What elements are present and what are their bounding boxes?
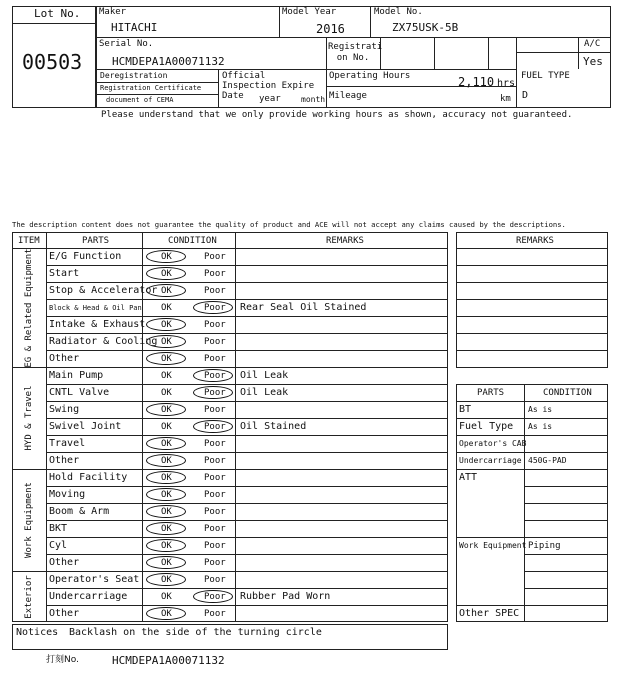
ok-selected-circle (146, 556, 186, 569)
stamp-no: HCMDEPA1A00071132 (112, 654, 225, 667)
poor-selected-circle (193, 301, 233, 314)
poor-option: Poor (204, 456, 226, 466)
ok-option: OK (161, 490, 172, 500)
ok-option: OK (161, 592, 172, 602)
mileage-label: Mileage (329, 91, 367, 101)
km-label: km (500, 94, 511, 104)
poor-option: Poor (204, 320, 226, 330)
maker: HITACHI (111, 21, 158, 34)
ok-selected-circle (146, 505, 186, 518)
ok-selected-circle (146, 471, 186, 484)
group-label: Work Equipment (24, 482, 34, 558)
ok-option: OK (161, 422, 172, 432)
ok-option: OK (161, 507, 172, 517)
part-name: Radiator & Cooling (49, 336, 158, 347)
part-name: Moving (49, 489, 86, 500)
part-name: BKT (49, 523, 68, 534)
group-label: Exterior (24, 574, 34, 619)
ok-option: OK (161, 269, 172, 279)
poor-option: Poor (204, 490, 226, 500)
group-label: EG & Related Equipment (24, 247, 34, 368)
serial-no: HCMDEPA1A00071132 (112, 55, 225, 68)
part-name: E/G Function (49, 251, 122, 262)
group-label: HYD & Travel (24, 385, 34, 451)
notices-label: Notices (16, 627, 59, 638)
part-name: Other (49, 557, 80, 568)
ok-option: OK (161, 558, 172, 568)
remark-text: Rubber Pad Worn (240, 591, 331, 602)
ok-option: OK (161, 456, 172, 466)
part-name: Intake & Exhaust (49, 319, 146, 330)
part-name: Travel (49, 438, 86, 449)
work-equipment-label: Work Equipment (459, 541, 527, 550)
stamp-label: 打刻No. (46, 655, 79, 665)
ok-selected-circle (146, 403, 186, 416)
disclaimer: The description content does not guarantee the quality of product and ACE will not accept any claims caused by the descriptions. (12, 220, 566, 229)
model-year: 2016 (316, 22, 345, 36)
part-name: Boom & Arm (49, 506, 110, 517)
poor-option: Poor (204, 405, 226, 415)
poor-option: Poor (204, 388, 226, 398)
ok-selected-circle (146, 352, 186, 365)
hrs-label: hrs (497, 78, 516, 89)
right-remarks-label: REMARKS (516, 236, 554, 246)
remark-text: Rear Seal Oil Stained (240, 302, 367, 313)
poor-selected-circle (193, 386, 233, 399)
undercarriage-value: 450G-PAD (528, 456, 567, 465)
lot-no: 00503 (22, 50, 83, 74)
ok-selected-circle (146, 318, 186, 331)
ok-option: OK (161, 337, 172, 347)
part-name: Swing (49, 404, 80, 415)
cab-label: Operator's CAB (459, 439, 527, 448)
poor-option: Poor (204, 558, 226, 568)
ac-value: Yes (583, 55, 603, 68)
part-name: Hold Facility (49, 472, 128, 483)
ok-option: OK (161, 575, 172, 585)
poor-selected-circle (193, 590, 233, 603)
col-remarks: REMARKS (326, 236, 364, 246)
ok-option: OK (161, 609, 172, 619)
ok-selected-circle (146, 454, 186, 467)
fuel-label: Fuel Type (459, 421, 514, 432)
ok-selected-circle (146, 284, 186, 297)
ok-selected-circle (146, 335, 186, 348)
part-name: Undercarriage (49, 591, 128, 602)
ok-option: OK (161, 524, 172, 534)
poor-option: Poor (204, 609, 226, 619)
inspection-label: Official Inspection Expire Date (222, 71, 315, 101)
poor-option: Poor (204, 439, 226, 449)
ac-label: A/C (584, 39, 601, 49)
ok-option: OK (161, 303, 172, 313)
fuel-type-label: FUEL TYPE (521, 71, 570, 81)
att-label: ATT (459, 472, 478, 483)
part-name: Cyl (49, 540, 68, 551)
ok-option: OK (161, 405, 172, 415)
notices-text: Backlash on the side of the turning circle (69, 627, 322, 638)
part-name: Start (49, 268, 80, 279)
ok-selected-circle (146, 267, 186, 280)
undercarriage-label: Undercarriage (459, 456, 522, 465)
ok-option: OK (161, 371, 172, 381)
poor-option: Poor (204, 252, 226, 262)
poor-option: Poor (204, 507, 226, 517)
fuel-type: D (522, 90, 529, 101)
lot-no-label: Lot No. (34, 7, 81, 20)
ok-selected-circle (146, 539, 186, 552)
poor-selected-circle (193, 420, 233, 433)
part-name: Other (49, 455, 80, 466)
part-name: Operator's Seat (49, 574, 140, 585)
bt-value: As is (528, 405, 553, 414)
ok-selected-circle (146, 437, 186, 450)
operating-hours: 2,110 (458, 75, 495, 89)
registration-label: Registrati on No. (328, 42, 383, 63)
part-name: CNTL Valve (49, 387, 110, 398)
spec-col-condition: CONDITION (543, 388, 592, 398)
cema-label: document of CEMA (106, 96, 174, 104)
hours-note: Please understand that we only provide working hours as shown, accuracy not guaranteed. (101, 110, 573, 120)
right-remarks-frame (456, 232, 608, 368)
poor-option: Poor (204, 473, 226, 483)
work-equipment-value: Piping (528, 541, 561, 551)
part-name: Block & Head & Oil Pan (49, 304, 142, 312)
ok-selected-circle (146, 488, 186, 501)
ok-option: OK (161, 473, 172, 483)
ok-option: OK (161, 541, 172, 551)
col-condition: CONDITION (168, 236, 217, 246)
poor-option: Poor (204, 541, 226, 551)
poor-option: Poor (204, 524, 226, 534)
poor-option: Poor (204, 422, 226, 432)
model-no-label: Model No. (374, 7, 423, 17)
deregistration-label: Deregistration (100, 71, 168, 80)
ok-option: OK (161, 286, 172, 296)
spec-col-parts: PARTS (477, 388, 505, 398)
model-year-label: Model Year (282, 7, 337, 17)
poor-option: Poor (204, 354, 226, 364)
ok-option: OK (161, 320, 172, 330)
ok-option: OK (161, 388, 172, 398)
ok-option: OK (161, 252, 172, 262)
poor-selected-circle (193, 369, 233, 382)
fuel-value: As is (528, 422, 553, 431)
model-no: ZX75USK-5B (392, 21, 459, 34)
ok-option: OK (161, 354, 172, 364)
col-parts: PARTS (82, 236, 110, 246)
year-label: year (259, 94, 281, 104)
poor-option: Poor (204, 575, 226, 585)
poor-option: Poor (204, 269, 226, 279)
serial-no-label: Serial No. (99, 39, 154, 49)
remark-text: Oil Stained (240, 421, 307, 432)
ok-selected-circle (146, 607, 186, 620)
ok-selected-circle (146, 573, 186, 586)
other-spec-label: Other SPEC (459, 608, 520, 619)
poor-option: Poor (204, 371, 226, 381)
col-item: ITEM (18, 236, 40, 246)
part-name: Other (49, 608, 80, 619)
operating-hours-label: Operating Hours (329, 71, 411, 81)
remark-text: Oil Leak (240, 370, 289, 381)
poor-option: Poor (204, 592, 226, 602)
maker-label: Maker (99, 7, 127, 17)
ok-option: OK (161, 439, 172, 449)
part-name: Other (49, 353, 80, 364)
part-name: Main Pump (49, 370, 104, 381)
part-name: Swivel Joint (49, 421, 122, 432)
month-label: month (301, 95, 326, 104)
ok-selected-circle (146, 250, 186, 263)
poor-option: Poor (204, 337, 226, 347)
ok-selected-circle (146, 522, 186, 535)
part-name: Stop & Accelerator (49, 285, 158, 296)
poor-option: Poor (204, 303, 226, 313)
poor-option: Poor (204, 286, 226, 296)
bt-label: BT (459, 404, 472, 415)
registration-cert-label: Registration Certificate (100, 84, 202, 92)
remark-text: Oil Leak (240, 387, 289, 398)
